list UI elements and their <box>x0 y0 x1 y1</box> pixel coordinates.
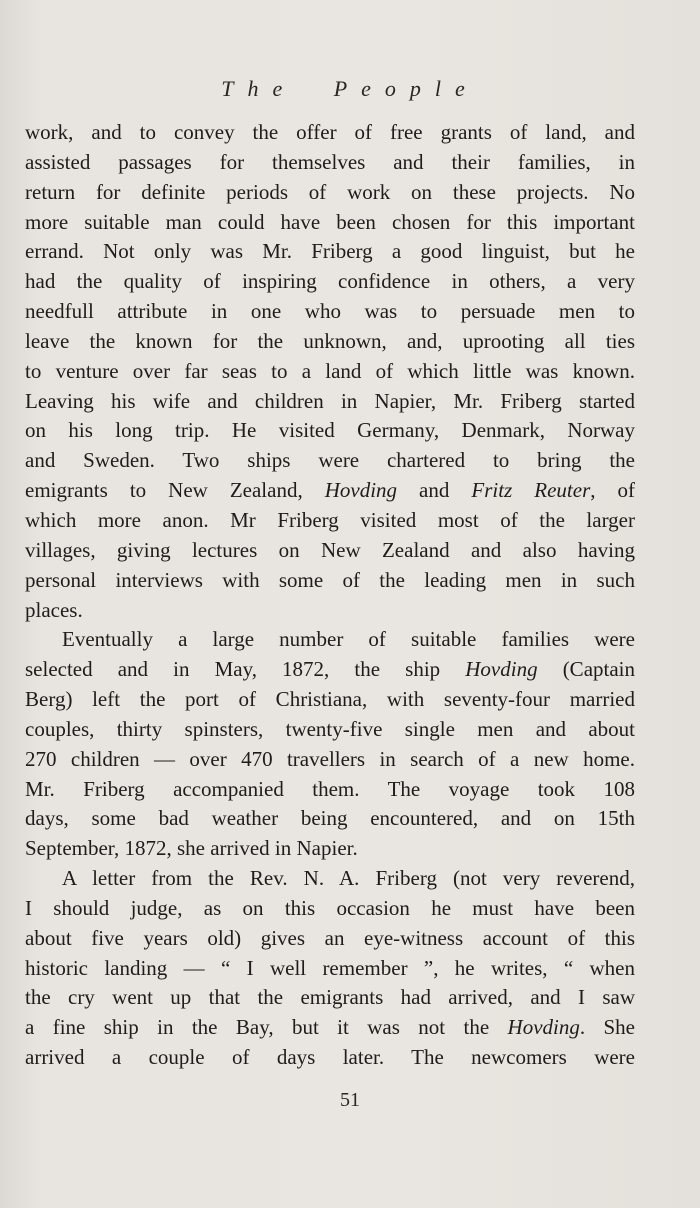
text-line: more suitable man could have been chosen for this important <box>25 209 635 234</box>
text-run: . She <box>579 1015 635 1040</box>
text-line: 270 children — over 470 travellers in search of a new home. <box>25 746 635 771</box>
italic-ship-name: Hovding <box>324 478 398 503</box>
text-line <box>25 655 635 685</box>
text-line: Berg) left the port of Christiana, with seventy-four married <box>25 687 635 712</box>
text-run: (Captain <box>537 657 636 682</box>
body-text <box>25 118 635 1073</box>
text-line: had the quality of inspiring confidence in others, a very <box>25 269 635 294</box>
running-head: The People <box>221 76 479 101</box>
page-number: 51 <box>340 1089 360 1111</box>
text-line: I should judge, as on this occasion he must have been <box>25 895 635 920</box>
text-line: to venture over far seas to a land of which little was known. <box>25 358 635 383</box>
italic-ship-name: Hovding <box>465 657 538 682</box>
text-line: needfull attribute in one who was to persuade men to <box>25 299 635 324</box>
text-line: return for definite periods of work on these projects. No <box>25 179 635 204</box>
text-run: a fine ship in the Bay, but it was not the <box>25 1015 508 1040</box>
text-line: which more anon. Mr Friberg visited most of the larger <box>25 507 635 532</box>
text-line: leave the known for the unknown, and, uprooting all ties <box>25 328 635 353</box>
text-line: villages, giving lectures on New Zealand and also having <box>25 537 635 562</box>
text-line: A letter from the Rev. N. A. Friberg (not very reverend, <box>62 866 635 891</box>
text-line: assisted passages for themselves and their families, in <box>25 149 635 174</box>
text-line: places. <box>25 597 83 622</box>
text-line: the cry went up that the emigrants had arrived, and I saw <box>25 985 635 1010</box>
italic-ship-name: Fritz Reuter <box>471 478 591 503</box>
text-run: and <box>397 478 472 503</box>
italic-ship-name: Hovding <box>507 1015 580 1040</box>
text-line: Leaving his wife and children in Napier, Mr. Friberg started <box>25 388 635 413</box>
text-line: on his long trip. He visited Germany, Denmark, Norway <box>25 418 635 443</box>
text-line: and Sweden. Two ships were chartered to bring the <box>25 448 635 473</box>
text-run: , of <box>590 478 636 503</box>
text-line: days, some bad weather being encountered, and on 15th <box>25 806 635 831</box>
text-run: emigrants to New Zealand, <box>25 478 325 503</box>
text-line: historic landing — “ I well remember ”, he writes, “ when <box>25 955 635 980</box>
text-line: errand. Not only was Mr. Friberg a good linguist, but he <box>25 239 635 264</box>
text-line <box>25 476 635 506</box>
text-line: work, and to convey the offer of free grants of land, and <box>25 120 635 144</box>
text-line: arrived a couple of days later. The newcomers were <box>25 1045 635 1070</box>
text-line: couples, thirty spinsters, twenty-five single men and about <box>25 716 635 741</box>
text-line: personal interviews with some of the leading men in such <box>25 567 635 592</box>
text-line <box>25 1013 635 1043</box>
text-run: selected and in May, 1872, the ship <box>25 657 466 682</box>
text-line: about five years old) gives an eye-witness account of this <box>25 925 635 950</box>
text-line: September, 1872, she arrived in Napier. <box>25 836 358 861</box>
text-line: Eventually a large number of suitable families were <box>62 627 635 652</box>
text-line: Mr. Friberg accompanied them. The voyage took 108 <box>25 776 635 801</box>
